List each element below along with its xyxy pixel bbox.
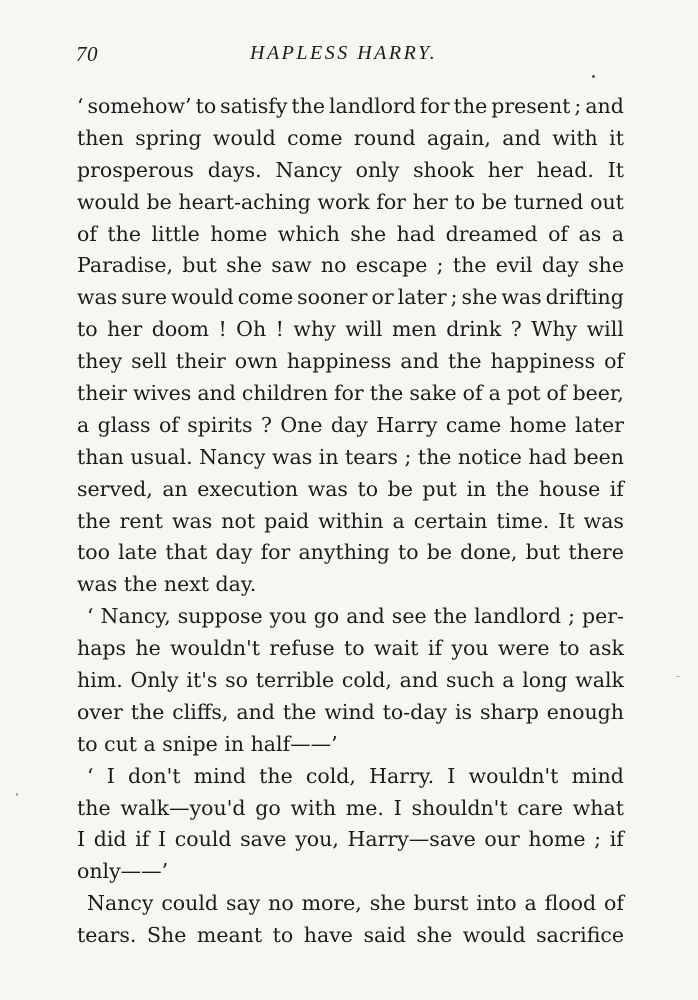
text-line: Paradise, but she saw no escape ; the evil day she (77, 253, 624, 278)
running-head: HAPLESS HARRY. (250, 42, 438, 64)
text-line: would be heart-aching work for her to be turned out (77, 189, 624, 214)
text-line: ‘ Nancy, suppose you go and see the landlord ; per- (87, 604, 624, 629)
page-header (76, 42, 628, 72)
text-line: the rent was not paid within a certain time. It was (77, 508, 624, 533)
text-line: I did if I could save you, Harry—save our home ; if (77, 827, 624, 852)
text-line: prosperous days. Nancy only shook her head. It (77, 157, 624, 182)
text-line: haps he wouldn't refuse to wait if you were to ask (77, 636, 624, 661)
text-line: of the little home which she had dreamed of as a (77, 221, 624, 246)
text-line: served, an execution was to be put in the house if (77, 476, 624, 501)
text-line: ‘ somehow’ to satisfy the landlord for the present ; and (77, 94, 624, 118)
text-line: a glass of spirits ? One day Harry came home later (77, 412, 624, 437)
text-line: him. Only it's so terrible cold, and such a long walk (77, 668, 624, 693)
body-text (77, 91, 624, 952)
text-line: then spring would come round again, and with it (77, 125, 624, 150)
paper-speck (592, 75, 595, 78)
text-line: their wives and children for the sake of a pot of beer, (77, 381, 624, 406)
text-line: they sell their own happiness and the happiness of (77, 349, 624, 374)
text-line: to her doom ! Oh ! why will men drink ? Why will (77, 317, 624, 342)
text-line: ‘ I don't mind the cold, Harry. I wouldn't mind (87, 763, 624, 788)
text-line: the walk—you'd go with me. I shouldn't care what (77, 795, 624, 820)
text-line: Nancy could say no more, she burst into a flood of (87, 891, 624, 916)
paper-speck (16, 793, 18, 796)
text-line: only——’ (77, 859, 169, 884)
page-number: 70 (76, 42, 98, 66)
text-line: was sure would come sooner or later ; she was drifting (77, 285, 624, 310)
text-line: tears. She meant to have said she would sacrifice (77, 923, 624, 948)
text-line: than usual. Nancy was in tears ; the notice had been (77, 444, 624, 469)
text-line: over the cliffs, and the wind to-day is sharp enough (77, 699, 624, 724)
paper-speck (676, 676, 680, 677)
text-line: too late that day for anything to be done, but there (77, 540, 624, 565)
text-line: to cut a snipe in half——’ (77, 731, 338, 756)
text-line: was the next day. (77, 572, 257, 597)
